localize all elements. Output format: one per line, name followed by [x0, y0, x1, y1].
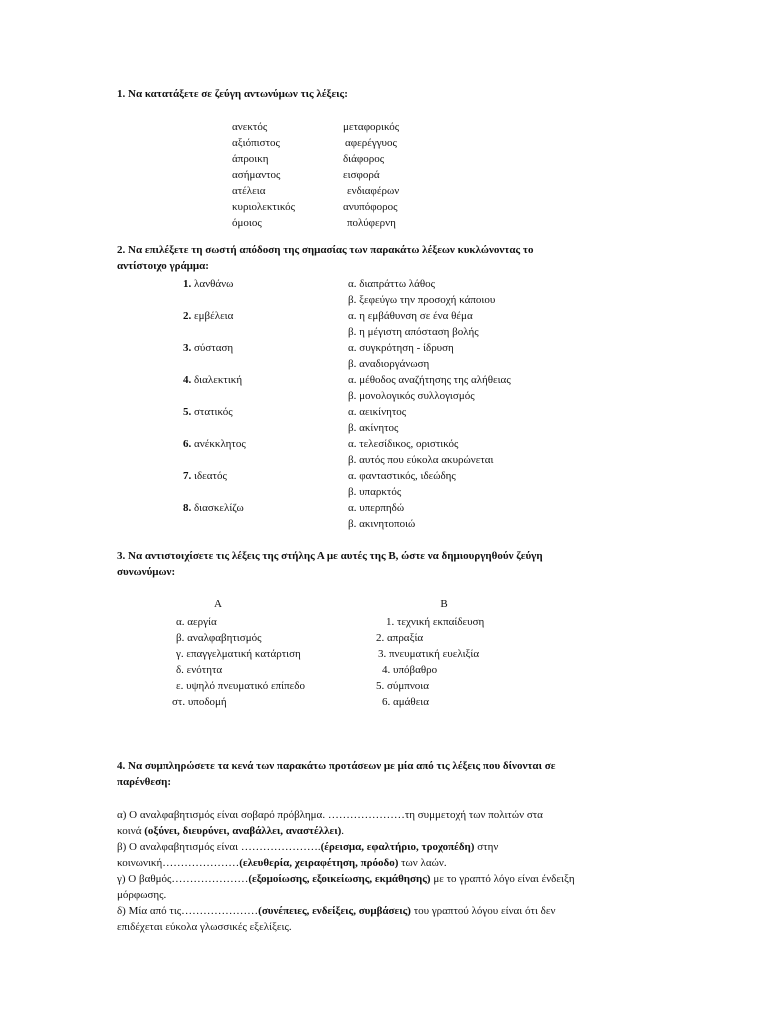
q2-option-b[interactable]: β. αυτός που εύκολα ακυρώνεται — [348, 454, 494, 466]
q3-b-item: 6. αμάθεια — [382, 696, 430, 708]
q1-right-word: διάφορος — [343, 153, 385, 165]
q2-word: 4. διαλεκτική — [183, 374, 243, 386]
q2-word: 8. διασκελίζω — [183, 502, 244, 514]
q1-right-word: πολύφερνη — [347, 217, 396, 229]
q2-option-b[interactable]: β. υπαρκτός — [348, 486, 402, 498]
q3-column-b — [376, 614, 484, 710]
q1-left-word: άπροικη — [232, 153, 269, 165]
q2-option-a[interactable]: α. η εμβάθυνση σε ένα θέμα — [348, 310, 473, 322]
q2-options-column — [348, 276, 511, 532]
q2-option-a[interactable]: α. διαπράττω λάθος — [348, 278, 436, 290]
q3-b-item: 3. πνευματική ευελιξία — [378, 648, 480, 660]
q1-right-word: ανυπόφορος — [343, 201, 398, 213]
column-b-heading: Β — [440, 598, 448, 610]
q2-option-b[interactable]: β. μονολογικός συλλογισμός — [348, 390, 475, 402]
q1-left-word: ατέλεια — [232, 185, 266, 197]
q2-word: 5. στατικός — [183, 406, 233, 418]
q1-right-word: αφερέγγυος — [345, 137, 397, 149]
q1-title: 1. Να κατατάξετε σε ζεύγη αντωνύμων τις λέξεις: — [117, 88, 348, 100]
q1-right-word: μεταφορικός — [343, 121, 400, 133]
q3-a-item: στ. υποδομή — [172, 696, 227, 708]
q3-a-item: β. αναλφαβητισμός — [176, 632, 262, 644]
q2-option-a[interactable]: α. συγκρότηση - ίδρυση — [348, 342, 454, 354]
q2-option-a[interactable]: α. μέθοδος αναζήτησης της αλήθειας — [348, 374, 511, 386]
q3-b-item: 1. τεχνική εκπαίδευση — [386, 616, 485, 628]
q2-option-b[interactable]: β. αναδιοργάνωση — [348, 358, 430, 370]
q2-option-a[interactable]: α. υπερπηδώ — [348, 502, 405, 514]
q4-sentence-a-line1: α) Ο αναλφαβητισμός είναι σοβαρό πρόβλημα. …………………τη συμμετοχή των πολιτών στα — [117, 809, 543, 821]
q2-option-b[interactable]: β. ακίνητος — [348, 422, 399, 434]
q3-b-item: 5. σύμπνοια — [376, 680, 430, 692]
q1-left-word: ασήμαντος — [232, 169, 281, 181]
q4-sentence-b-line2: κοινωνική…………………(ελευθερία, χειραφέτηση, πρόοδο) των λαών. — [117, 857, 447, 869]
q2-option-b[interactable]: β. ξεφεύγω την προσοχή κάποιου — [348, 294, 496, 306]
q4-title-line2: παρένθεση: — [117, 776, 172, 788]
q1-right-word: ενδιαφέρων — [347, 185, 400, 197]
q4-title-line1: 4. Να συμπληρώσετε τα κενά των παρακάτω προτάσεων με μία από τις λέξεις που δίνονται σε — [117, 760, 556, 772]
q3-title-line1: 3. Να αντιστοιχίσετε τις λέξεις της στήλης Α με αυτές της Β, ώστε να δημιουργηθούν ζεύγη — [117, 550, 543, 562]
q2-option-a[interactable]: α. αεικίνητος — [348, 406, 407, 418]
q3-a-item: α. αεργία — [176, 616, 217, 628]
q1-left-word: αξιόπιστος — [232, 137, 280, 149]
q2-words-column — [183, 276, 246, 532]
q2-option-a[interactable]: α. φανταστικός, ιδεώδης — [348, 470, 456, 482]
q1-left-word: ανεκτός — [232, 121, 268, 133]
q2-word: 3. σύσταση — [183, 342, 234, 354]
q2-word: 7. ιδεατός — [183, 470, 227, 482]
column-a-heading: Α — [214, 598, 222, 610]
q1-right-column — [343, 119, 399, 231]
q3-b-item: 2. απραξία — [376, 632, 424, 644]
q4-sentence-d-line2: επιδέχεται εύκολα γλωσσικές εξελίξεις. — [117, 921, 292, 933]
q2-option-b[interactable]: β. η μέγιστη απόσταση βολής — [348, 326, 479, 338]
q4-sentence-c-line2: μόρφωσης. — [117, 889, 167, 901]
q4-sentences — [117, 807, 657, 935]
q3-b-item: 4. υπόβαθρο — [382, 664, 438, 676]
q4-sentence-d-line1: δ) Μία από τις…………………(συνέπειες, ενδείξεις, συμβάσεις) του γραπτού λόγου είναι ότι δεν — [117, 905, 556, 917]
q2-title-line2: αντίστοιχο γράμμα: — [117, 260, 209, 272]
q2-option-b[interactable]: β. ακινητοποιώ — [348, 518, 416, 530]
q3-a-item: δ. ενότητα — [176, 664, 223, 676]
q2-title-line1: 2. Να επιλέξετε τη σωστή απόδοση της σημασίας των παρακάτω λέξεων κυκλώνοντας το — [117, 244, 534, 256]
q4-sentence-c-line1: γ) Ο βαθμός…………………(εξομοίωσης, εξοικείωσης, εκμάθησης) με το γραπτό λόγο είναι ένδειξη — [117, 873, 575, 885]
q2-word: 2. εμβέλεια — [183, 310, 234, 322]
q1-left-column — [232, 119, 295, 231]
q4-sentence-a-line2: κοινά (οξύνει, διευρύνει, αναβάλλει, αναστέλλει). — [117, 825, 345, 837]
q2-word: 6. ανέκκλητος — [183, 438, 246, 450]
q3-title-line2: συνωνύμων: — [117, 566, 176, 578]
q2-option-a[interactable]: α. τελεσίδικος, οριστικός — [348, 438, 459, 450]
q1-left-word: κυριολεκτικός — [232, 201, 295, 213]
q4-sentence-b-line1: β) Ο αναλφαβητισμός είναι ………………….(έρεισμα, εφαλτήριο, τροχοπέδη) στην — [117, 841, 499, 853]
q1-right-word: εισφορά — [343, 169, 380, 181]
q2-word: 1. λανθάνω — [183, 278, 234, 290]
q3-column-a — [172, 614, 305, 710]
q3-a-item: ε. υψηλό πνευματικό επίπεδο — [176, 680, 305, 692]
q3-a-item: γ. επαγγελματική κατάρτιση — [176, 648, 301, 660]
q1-left-word: όμοιος — [232, 217, 262, 229]
